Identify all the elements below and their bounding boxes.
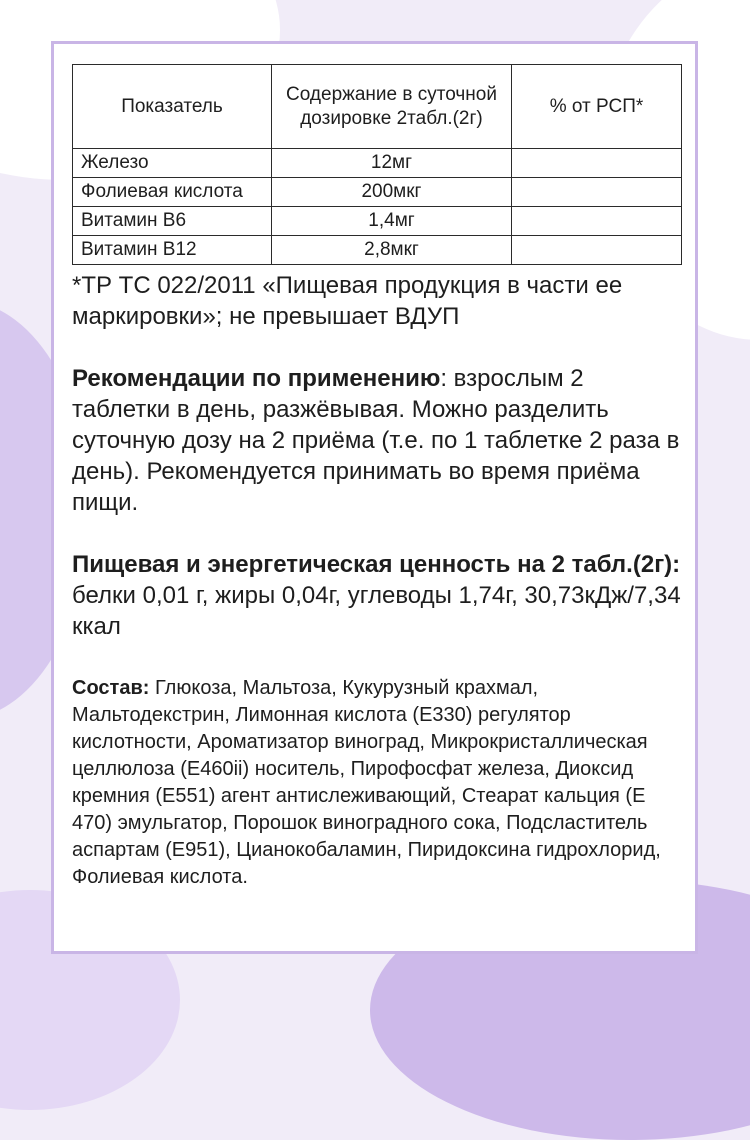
composition-text: Глюкоза, Мальтоза, Кукурузный крахмал, Мальтодекстрин, Лимонная кислота (Е330) регулятор кислотности, Ароматизатор виноград, Микрокристаллическая целлюлоза (Е460ii) носитель, Пирофосфат железа, Диоксид кремния (Е551) агент антислеживающий, Стеарат кальция (Е 470) эмульгатор, Порошок виноградного сока, Подсластитель аспартам (Е951), Цианокобаламин, Пиридоксина гидрохлорид, Фолиевая кислота. [72, 677, 661, 888]
table-row [73, 149, 682, 178]
footnote: *ТР ТС 022/2011 «Пищевая продукция в части ее маркировки»; не превышает ВДУП [72, 272, 623, 330]
row-name: Железо [73, 149, 272, 178]
header-percent: % от РСП* [512, 65, 682, 149]
recommendations-label: Рекомендации по применению [72, 365, 441, 392]
row-percent [512, 236, 682, 265]
recommendations-paragraph [72, 363, 682, 518]
table-row [73, 236, 682, 265]
nutrition-text: белки 0,01 г, жиры 0,04г, углеводы 1,74г, 30,73кДж/7,34 ккал [72, 582, 681, 640]
row-value: 12мг [272, 149, 512, 178]
table-row [73, 178, 682, 207]
row-percent [512, 178, 682, 207]
row-name: Витамин В6 [73, 207, 272, 236]
nutrition-label: Пищевая и энергетическая ценность на 2 табл.(2г): [72, 551, 681, 578]
composition-paragraph [72, 675, 682, 891]
header-content: Содержание в суточной дозировке 2табл.(2г) [272, 65, 512, 149]
composition-label: Состав: [72, 677, 150, 699]
row-name: Фолиевая кислота [73, 178, 272, 207]
nutrition-paragraph [72, 549, 682, 642]
table-row [73, 207, 682, 236]
row-percent [512, 207, 682, 236]
nutrient-table [72, 64, 682, 265]
header-indicator: Показатель [73, 65, 272, 149]
table-header-row [73, 65, 682, 149]
info-card [51, 41, 698, 954]
row-percent [512, 149, 682, 178]
row-value: 2,8мкг [272, 236, 512, 265]
row-value: 200мкг [272, 178, 512, 207]
row-name: Витамин В12 [73, 236, 272, 265]
card-content [72, 64, 682, 891]
row-value: 1,4мг [272, 207, 512, 236]
recommendations-text: : взрослым 2 таблетки в день, разжёвывая. Можно разделить суточную дозу на 2 приёма (т.е. по 1 таблетке 2 раза в день). Рекомендуется принимать во время приёма пищи. [72, 365, 680, 516]
